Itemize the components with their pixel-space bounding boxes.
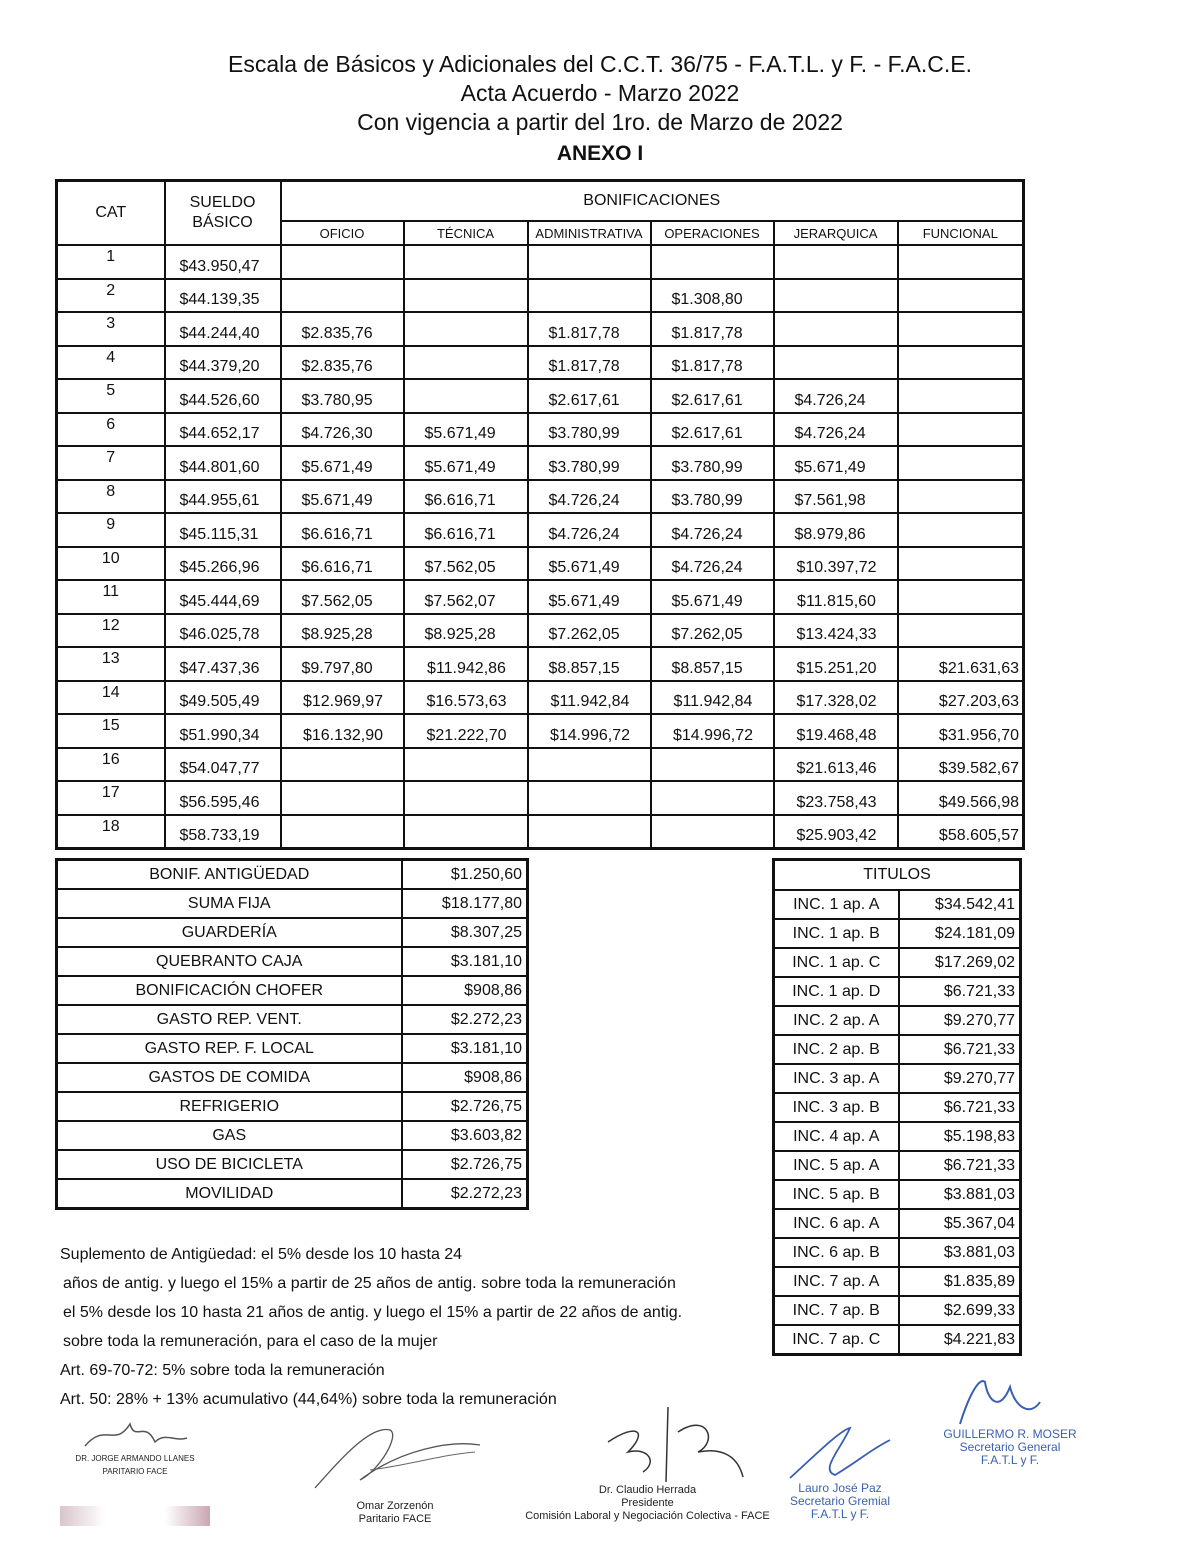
extra-value: $8.307,25 [402,918,528,947]
titulo-inc: INC. 2 ap. B [774,1035,899,1064]
col-header-administrativa: ADMINISTRATIVA [528,221,651,245]
titulo-value: $5.367,04 [899,1209,1021,1238]
table-row [57,245,1024,279]
titulo-inc: INC. 3 ap. B [774,1093,899,1122]
cell-administrativa: $1.817,78 [528,312,651,346]
signature-block-4 [780,1420,900,1521]
table-row [57,781,1024,815]
cell-operaciones [651,815,774,849]
cell-operaciones [651,748,774,782]
cell-administrativa [528,279,651,313]
cell-cat: 14 [57,681,165,715]
cell-cat: 2 [57,279,165,313]
titulo-value: $5.198,83 [899,1122,1021,1151]
cell-cat: 11 [57,580,165,614]
cell-tecnica: $6.616,71 [404,480,528,514]
titulo-value: $1.835,89 [899,1267,1021,1296]
cell-sueldo: $46.025,78 [165,614,281,648]
table-row [57,446,1024,480]
signature-5-role: Secretario General [959,1440,1061,1454]
table-row [57,918,528,947]
cell-tecnica [404,245,528,279]
cell-sueldo: $56.595,46 [165,781,281,815]
titulo-value: $6.721,33 [899,1035,1021,1064]
cell-sueldo: $45.444,69 [165,580,281,614]
cell-tecnica [404,312,528,346]
table-row [57,580,1024,614]
extra-label: GUARDERÍA [57,918,402,947]
table-row [774,1180,1021,1209]
titulo-inc: INC. 5 ap. B [774,1180,899,1209]
table-row [774,948,1021,977]
table-row [57,647,1024,681]
cell-oficio: $5.671,49 [281,480,404,514]
cell-tecnica [404,346,528,380]
cell-operaciones: $4.726,24 [651,547,774,581]
cell-operaciones: $14.996,72 [651,714,774,748]
anexo-title: ANEXO I [556,142,644,165]
cell-jerarquica: $13.424,33 [774,614,898,648]
signature-2-role: Paritario FACE [358,1513,432,1525]
signature-1-name: DR. JORGE ARMANDO LLANES [75,1454,195,1463]
cell-administrativa [528,245,651,279]
cell-oficio: $2.835,76 [281,346,404,380]
cell-funcional: $49.566,98 [898,781,1024,815]
cell-oficio: $6.616,71 [281,513,404,547]
signature-block-1 [60,1412,210,1526]
cell-funcional [898,480,1024,514]
cell-operaciones: $2.617,61 [651,413,774,447]
cell-oficio: $7.562,05 [281,580,404,614]
cell-sueldo: $45.266,96 [165,547,281,581]
cell-operaciones [651,781,774,815]
table-row [57,860,528,890]
extra-value: $908,86 [402,1063,528,1092]
cell-sueldo: $44.955,61 [165,480,281,514]
table-row [774,1035,1021,1064]
titulo-value: $2.699,33 [899,1296,1021,1325]
document-header [0,50,1200,168]
table-row [57,312,1024,346]
extra-label: GASTO REP. F. LOCAL [57,1034,402,1063]
titulo-inc: INC. 1 ap. A [774,890,899,919]
cell-jerarquica: $5.671,49 [774,446,898,480]
extra-label: MOVILIDAD [57,1179,402,1209]
cell-operaciones: $7.262,05 [651,614,774,648]
titulo-inc: INC. 3 ap. A [774,1064,899,1093]
cell-sueldo: $49.505,49 [165,681,281,715]
cell-funcional [898,346,1024,380]
cell-tecnica: $5.671,49 [404,413,528,447]
cell-sueldo: $44.526,60 [165,379,281,413]
table-row [57,976,528,1005]
cell-funcional: $39.582,67 [898,748,1024,782]
extra-label: QUEBRANTO CAJA [57,947,402,976]
cell-operaciones: $1.817,78 [651,312,774,346]
cell-administrativa: $11.942,84 [528,681,651,715]
cell-administrativa: $4.726,24 [528,513,651,547]
extra-value: $3.603,82 [402,1121,528,1150]
signature-3-name: Dr. Claudio Herrada [598,1484,697,1496]
cell-administrativa: $3.780,99 [528,413,651,447]
cell-cat: 3 [57,312,165,346]
signature-scribble-icon [780,1420,900,1482]
table-row [774,1238,1021,1267]
cell-funcional [898,580,1024,614]
titulo-inc: INC. 5 ap. A [774,1151,899,1180]
cell-oficio: $16.132,90 [281,714,404,748]
table-row [774,1064,1021,1093]
cell-jerarquica: $7.561,98 [774,480,898,514]
cell-funcional: $31.956,70 [898,714,1024,748]
titulo-value: $6.721,33 [899,1093,1021,1122]
titulo-value: $34.542,41 [899,890,1021,919]
stamp-shadow [60,1506,210,1526]
titulo-inc: INC. 6 ap. A [774,1209,899,1238]
cell-cat: 9 [57,513,165,547]
signature-block-2 [300,1410,490,1526]
extra-value: $2.726,75 [402,1092,528,1121]
extra-label: BONIFICACIÓN CHOFER [57,976,402,1005]
cell-jerarquica [774,312,898,346]
titulo-value: $17.269,02 [899,948,1021,977]
extra-value: $1.250,60 [402,860,528,890]
extra-value: $2.272,23 [402,1179,528,1209]
cell-cat: 6 [57,413,165,447]
table-row [57,815,1024,849]
signature-5-name: GUILLERMO R. MOSER [943,1427,1077,1441]
extra-value: $18.177,80 [402,889,528,918]
cell-tecnica: $21.222,70 [404,714,528,748]
cell-tecnica [404,781,528,815]
cell-administrativa: $2.617,61 [528,379,651,413]
cell-funcional: $21.631,63 [898,647,1024,681]
cell-operaciones [651,245,774,279]
cell-cat: 17 [57,781,165,815]
title-line-1: Escala de Básicos y Adicionales del C.C.T. 36/75 - F.A.T.L. y F. - F.A.C.E. [228,51,972,77]
titulo-inc: INC. 1 ap. C [774,948,899,977]
cell-sueldo: $45.115,31 [165,513,281,547]
cell-sueldo: $58.733,19 [165,815,281,849]
table-row [774,1267,1021,1296]
titulo-inc: INC. 6 ap. B [774,1238,899,1267]
note-line: sobre toda la remuneración, para el caso de la mujer [63,1333,438,1350]
cell-funcional [898,279,1024,313]
table-row [57,1005,528,1034]
cell-jerarquica: $25.903,42 [774,815,898,849]
cell-tecnica [404,379,528,413]
cell-sueldo: $47.437,36 [165,647,281,681]
titulo-inc: INC. 1 ap. B [774,919,899,948]
extra-value: $3.181,10 [402,1034,528,1063]
cell-oficio [281,748,404,782]
cell-funcional: $58.605,57 [898,815,1024,849]
table-row [57,1092,528,1121]
cell-funcional [898,614,1024,648]
extra-value: $2.272,23 [402,1005,528,1034]
cell-operaciones: $1.308,80 [651,279,774,313]
extra-label: REFRIGERIO [57,1092,402,1121]
cell-jerarquica [774,245,898,279]
table-row [57,748,1024,782]
cell-tecnica: $6.616,71 [404,513,528,547]
signature-5-org: F.A.T.L y F. [980,1453,1040,1467]
table-row [57,714,1024,748]
titulo-value: $9.270,77 [899,1006,1021,1035]
table-row [774,1325,1021,1355]
table-row [57,889,528,918]
cell-funcional: $27.203,63 [898,681,1024,715]
cell-operaciones: $8.857,15 [651,647,774,681]
signature-4-role: Secretario Gremial [789,1494,891,1508]
cell-jerarquica: $15.251,20 [774,647,898,681]
col-header-bonificaciones: BONIFICACIONES [281,181,1024,222]
titulo-inc: INC. 4 ap. A [774,1122,899,1151]
cell-funcional [898,245,1024,279]
table-row [57,1150,528,1179]
cell-sueldo: $43.950,47 [165,245,281,279]
titulo-inc: INC. 7 ap. A [774,1267,899,1296]
titulo-inc: INC. 1 ap. D [774,977,899,1006]
cell-operaciones: $11.942,84 [651,681,774,715]
cell-cat: 16 [57,748,165,782]
cell-administrativa: $14.996,72 [528,714,651,748]
signature-2-name: Omar Zorzenón [356,1500,434,1512]
extra-label: GAS [57,1121,402,1150]
table-row [57,1063,528,1092]
col-header-cat: CAT [57,181,165,246]
titulos-table [772,858,1022,1356]
cell-sueldo: $44.652,17 [165,413,281,447]
titulo-inc: INC. 7 ap. C [774,1325,899,1355]
signature-4-name: Lauro José Paz [798,1481,882,1495]
cell-administrativa: $5.671,49 [528,580,651,614]
cell-oficio: $2.835,76 [281,312,404,346]
titulo-value: $4.221,83 [899,1325,1021,1355]
cell-cat: 13 [57,647,165,681]
table-row [57,413,1024,447]
table-row [774,1122,1021,1151]
signature-scribble-icon [548,1402,748,1484]
cell-cat: 7 [57,446,165,480]
cell-operaciones: $1.817,78 [651,346,774,380]
cell-cat: 15 [57,714,165,748]
cell-cat: 18 [57,815,165,849]
table-row [57,513,1024,547]
titulo-value: $3.881,03 [899,1238,1021,1267]
cell-jerarquica: $17.328,02 [774,681,898,715]
titulo-value: $24.181,09 [899,919,1021,948]
note-line: Art. 50: 28% + 13% acumulativo (44,64%) sobre toda la remuneración [60,1391,557,1408]
cell-operaciones: $2.617,61 [651,379,774,413]
cell-cat: 1 [57,245,165,279]
signature-4-org: F.A.T.L y F. [810,1507,870,1521]
signature-scribble-icon [300,1410,490,1500]
cell-sueldo: $44.801,60 [165,446,281,480]
table-row [57,379,1024,413]
titulo-value: $6.721,33 [899,1151,1021,1180]
cell-tecnica: $5.671,49 [404,446,528,480]
col-header-oficio: OFICIO [281,221,404,245]
table-row [57,480,1024,514]
note-line: Suplemento de Antigüedad: el 5% desde los 10 hasta 24 [60,1246,463,1263]
cell-oficio: $12.969,97 [281,681,404,715]
col-header-operaciones: OPERACIONES [651,221,774,245]
note-line: el 5% desde los 10 hasta 21 años de antig. y luego el 15% a partir de 22 años de antig. [63,1304,683,1321]
cell-tecnica: $16.573,63 [404,681,528,715]
cell-oficio: $3.780,95 [281,379,404,413]
cell-administrativa [528,748,651,782]
signature-3-org: Comisión Laboral y Negociación Colectiva - FACE [525,1510,770,1522]
table-row [57,681,1024,715]
title-line-3: Con vigencia a partir del 1ro. de Marzo de 2022 [357,109,843,135]
cell-oficio [281,781,404,815]
cell-operaciones: $4.726,24 [651,513,774,547]
cell-tecnica [404,279,528,313]
col-header-tecnica: TÉCNICA [404,221,528,245]
col-header-sueldo-basico: SUELDO BÁSICO [165,181,281,246]
cell-funcional [898,413,1024,447]
cell-sueldo: $44.244,40 [165,312,281,346]
table-row [57,1121,528,1150]
cell-administrativa: $1.817,78 [528,346,651,380]
cell-tecnica [404,815,528,849]
cell-funcional [898,547,1024,581]
table-row [774,919,1021,948]
titulos-header: TITULOS [774,860,1021,891]
titulos-body [774,890,1021,1355]
cell-sueldo: $54.047,77 [165,748,281,782]
cell-oficio: $4.726,30 [281,413,404,447]
cell-tecnica: $7.562,07 [404,580,528,614]
cell-administrativa: $8.857,15 [528,647,651,681]
cell-jerarquica: $10.397,72 [774,547,898,581]
cell-funcional [898,379,1024,413]
col-header-funcional: FUNCIONAL [898,221,1024,245]
table-row [57,1179,528,1209]
signature-block-3 [515,1402,780,1523]
cell-operaciones: $5.671,49 [651,580,774,614]
cell-administrativa [528,815,651,849]
cell-administrativa [528,781,651,815]
cell-jerarquica: $4.726,24 [774,379,898,413]
cell-administrativa: $3.780,99 [528,446,651,480]
table-row [774,1006,1021,1035]
cell-tecnica: $7.562,05 [404,547,528,581]
cell-oficio: $6.616,71 [281,547,404,581]
table-row [57,279,1024,313]
cell-jerarquica: $23.758,43 [774,781,898,815]
cell-sueldo: $44.139,35 [165,279,281,313]
extra-label: SUMA FIJA [57,889,402,918]
cell-oficio: $9.797,80 [281,647,404,681]
table-row [57,547,1024,581]
cell-tecnica [404,748,528,782]
cell-jerarquica: $11.815,60 [774,580,898,614]
table-row [57,1034,528,1063]
cell-funcional [898,312,1024,346]
cell-sueldo: $51.990,34 [165,714,281,748]
cell-oficio [281,815,404,849]
cell-administrativa: $7.262,05 [528,614,651,648]
table-row [774,1093,1021,1122]
signature-1-role: PARITARIO FACE [102,1467,168,1476]
extra-label: GASTOS DE COMIDA [57,1063,402,1092]
table-row [774,1296,1021,1325]
table-row [57,947,528,976]
extra-label: USO DE BICICLETA [57,1150,402,1179]
cell-cat: 5 [57,379,165,413]
cell-administrativa: $5.671,49 [528,547,651,581]
titulo-inc: INC. 2 ap. A [774,1006,899,1035]
cell-sueldo: $44.379,20 [165,346,281,380]
cell-oficio: $5.671,49 [281,446,404,480]
titulo-value: $6.721,33 [899,977,1021,1006]
cell-jerarquica: $4.726,24 [774,413,898,447]
cell-cat: 4 [57,346,165,380]
cell-jerarquica [774,346,898,380]
table-row [774,890,1021,919]
extra-value: $908,86 [402,976,528,1005]
table-row [57,614,1024,648]
cell-oficio [281,245,404,279]
col-header-jerarquica: JERARQUICA [774,221,898,245]
extra-value: $2.726,75 [402,1150,528,1179]
table-row [57,346,1024,380]
signature-scribble-icon [75,1412,195,1452]
titulo-value: $3.881,03 [899,1180,1021,1209]
cell-jerarquica: $21.613,46 [774,748,898,782]
signature-scribble-icon [930,1372,1090,1428]
cell-operaciones: $3.780,99 [651,446,774,480]
cell-operaciones: $3.780,99 [651,480,774,514]
cell-oficio: $8.925,28 [281,614,404,648]
titulo-value: $9.270,77 [899,1064,1021,1093]
salary-scale-body [57,245,1024,849]
signature-block-5 [930,1372,1090,1467]
table-row [774,1151,1021,1180]
cell-tecnica: $8.925,28 [404,614,528,648]
table-row [774,977,1021,1006]
cell-funcional [898,446,1024,480]
table-row [774,1209,1021,1238]
cell-cat: 8 [57,480,165,514]
notes-block [60,1240,760,1414]
extras-table [55,858,529,1210]
cell-funcional [898,513,1024,547]
note-line: Art. 69-70-72: 5% sobre toda la remuneración [60,1362,385,1379]
cell-administrativa: $4.726,24 [528,480,651,514]
salary-scale-table [55,179,1025,850]
cell-cat: 12 [57,614,165,648]
title-line-2: Acta Acuerdo - Marzo 2022 [460,80,740,106]
cell-jerarquica [774,279,898,313]
cell-cat: 10 [57,547,165,581]
extra-label: GASTO REP. VENT. [57,1005,402,1034]
extras-body [57,860,528,1209]
cell-jerarquica: $8.979,86 [774,513,898,547]
extra-value: $3.181,10 [402,947,528,976]
note-line: años de antig. y luego el 15% a partir de 25 años de antig. sobre toda la remuneración [63,1275,676,1292]
cell-jerarquica: $19.468,48 [774,714,898,748]
extra-label: BONIF. ANTIGÜEDAD [57,860,402,890]
cell-oficio [281,279,404,313]
titulo-inc: INC. 7 ap. B [774,1296,899,1325]
cell-tecnica: $11.942,86 [404,647,528,681]
signature-3-role: Presidente [621,1497,674,1509]
